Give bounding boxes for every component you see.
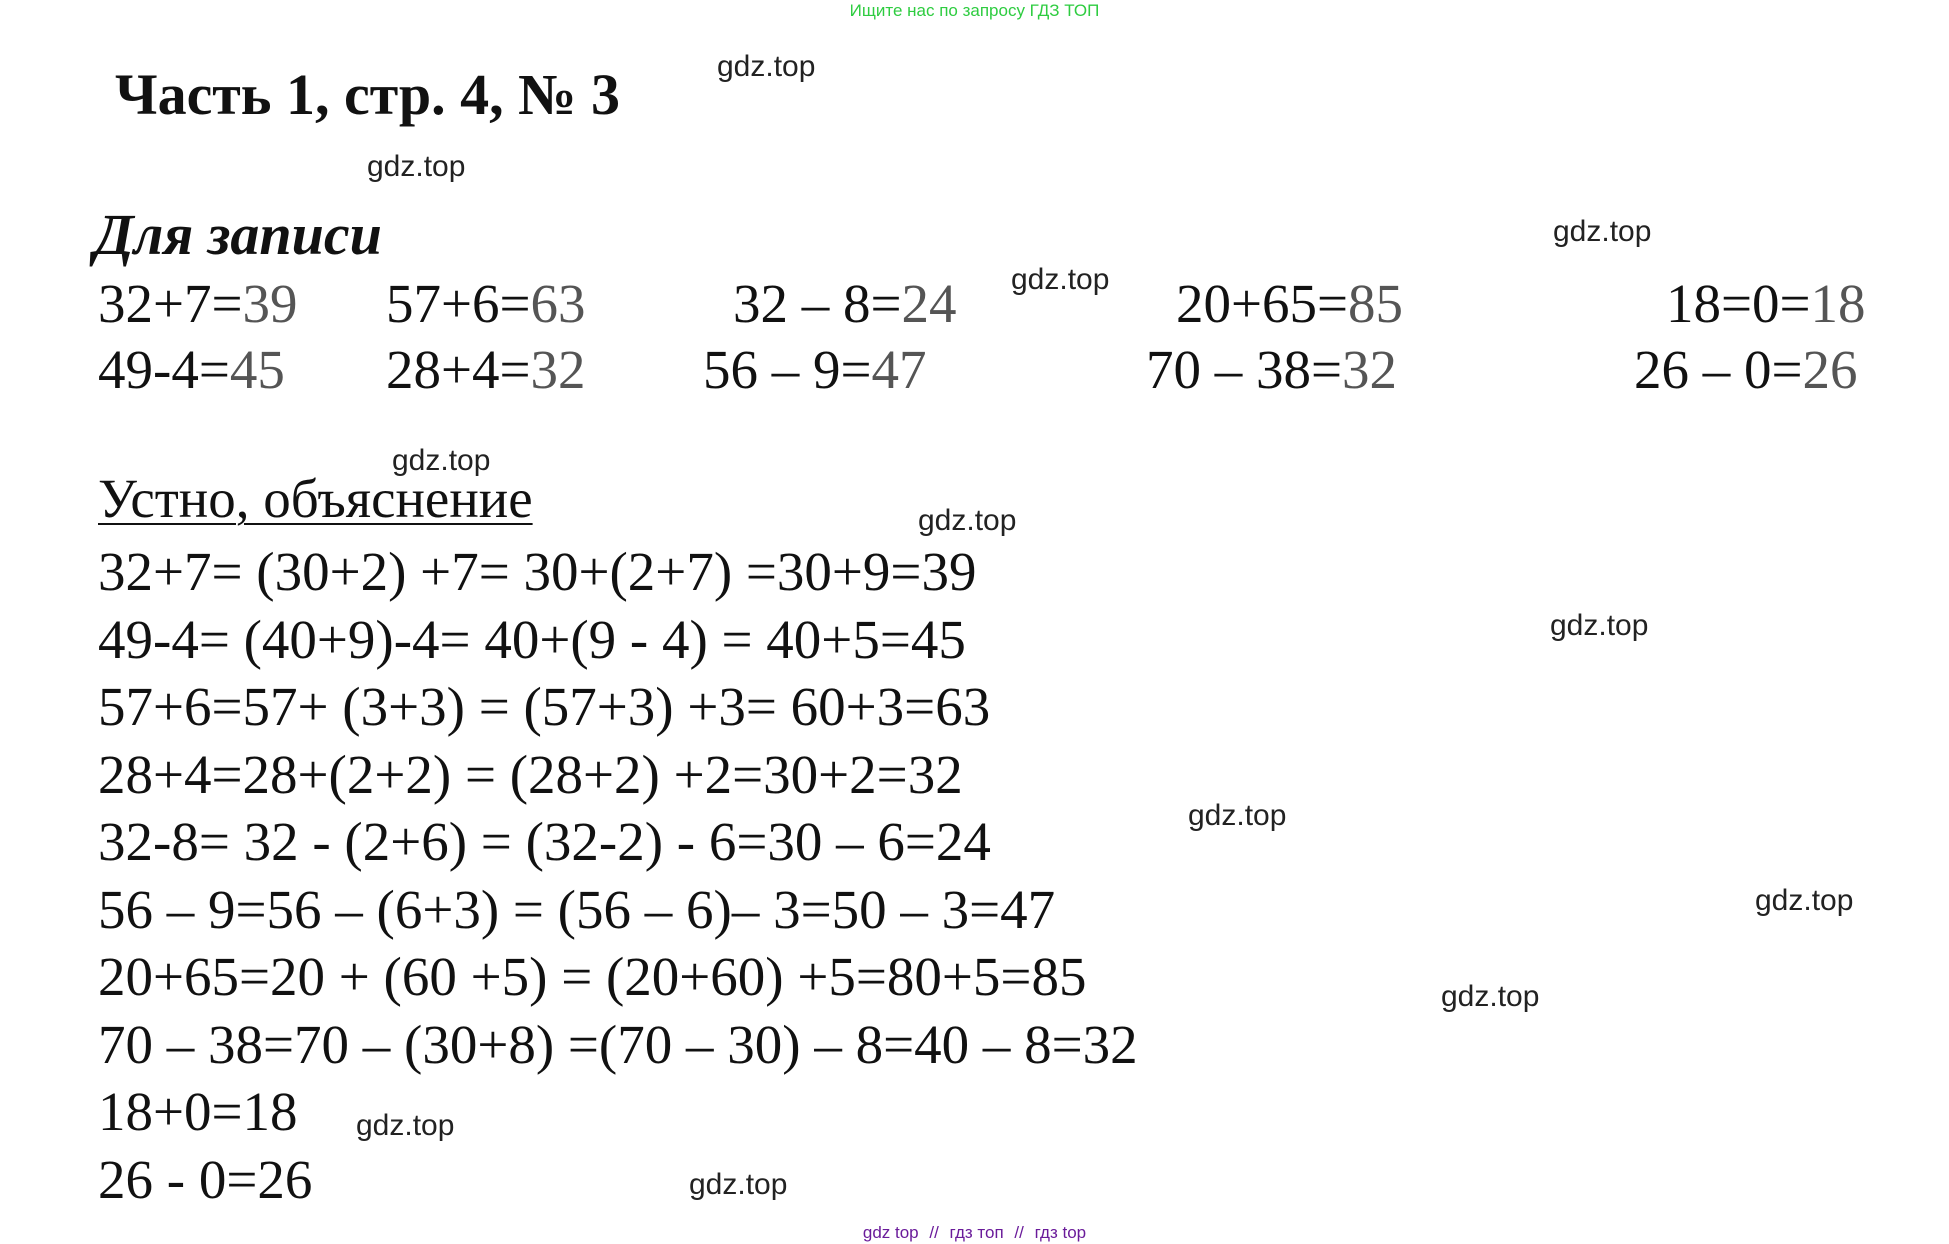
equation-answer: 18: [1810, 273, 1866, 334]
explanation-line: 70 – 38=70 – (30+8) =(70 – 30) – 8=40 – 8=32: [98, 1013, 1138, 1075]
explanation-line: 32-8= 32 - (2+6) = (32-2) - 6=30 – 6=24: [98, 811, 991, 872]
equation-answer: 45: [229, 339, 285, 400]
equation-expression: 32+7=: [98, 273, 243, 334]
footer-link[interactable]: гдз топ: [949, 1223, 1004, 1242]
equation: [1146, 338, 1397, 402]
equation: [1634, 338, 1858, 402]
equation-expression: 57+6=: [386, 273, 531, 334]
watermark: gdz.top: [1755, 884, 1854, 917]
watermark: gdz.top: [689, 1168, 788, 1201]
explanation-line: 57+6=57+ (3+3) = (57+3) +3= 60+3=63: [98, 676, 991, 737]
page-title: Часть 1, стр. 4, № 3: [115, 62, 620, 127]
explanation-list: [98, 538, 1138, 1213]
watermark: gdz.top: [1550, 609, 1649, 642]
equation-answer: 32: [530, 339, 586, 400]
equation-answer: 39: [242, 273, 298, 334]
explanation-line: 20+65=20 + (60 +5) = (20+60) +5=80+5=85: [98, 946, 1087, 1007]
equation-expression: 49-4=: [98, 339, 230, 400]
footer-links: [0, 1222, 1949, 1244]
watermark: gdz.top: [1553, 215, 1652, 248]
equation-expression: 70 – 38=: [1146, 339, 1343, 400]
explanation-line: 32+7= (30+2) +7= 30+(2+7) =30+9=39: [98, 541, 977, 602]
equation: [1176, 272, 1403, 336]
explanation-line: 56 – 9=56 – (6+3) = (56 – 6)– 3=50 – 3=47: [98, 878, 1056, 940]
search-hint-banner: [0, 0, 1949, 22]
equation: [386, 338, 586, 402]
watermark: gdz.top: [1441, 980, 1540, 1013]
equation-expression: 18=0=: [1666, 273, 1811, 334]
search-hint-text: Ищите нас по запросу ГДЗ ТОП: [849, 1, 1100, 20]
footer-link[interactable]: gdz top: [862, 1223, 919, 1242]
watermark: gdz.top: [1188, 799, 1287, 832]
equation-expression: 32 – 8=: [733, 273, 902, 334]
watermark: gdz.top: [356, 1109, 455, 1142]
equation: [98, 338, 285, 402]
equation-answer: 26: [1802, 339, 1858, 400]
explanation-line: 18+0=18: [98, 1081, 298, 1142]
footer-link[interactable]: гдз top: [1034, 1223, 1087, 1242]
equation-expression: 20+65=: [1176, 273, 1349, 334]
watermark: gdz.top: [918, 504, 1017, 537]
watermark: gdz.top: [392, 444, 491, 477]
explanation-line: 26 - 0=26: [98, 1148, 313, 1210]
equation: [703, 338, 927, 402]
equation-expression: 28+4=: [386, 339, 531, 400]
equation: [733, 272, 957, 336]
watermark: gdz.top: [367, 150, 466, 183]
equation: [1666, 272, 1866, 336]
equation-expression: 26 – 0=: [1634, 339, 1803, 400]
explanation-line: 28+4=28+(2+2) = (28+2) +2=30+2=32: [98, 743, 963, 805]
footer-separator: //: [929, 1223, 939, 1242]
equation-answer: 32: [1342, 339, 1398, 400]
watermark: gdz.top: [717, 50, 816, 83]
equation-answer: 63: [530, 273, 586, 334]
explanation-line: 49-4= (40+9)-4= 40+(9 - 4) = 40+5=45: [98, 608, 966, 670]
equation-expression: 56 – 9=: [703, 339, 872, 400]
equation: [98, 272, 298, 336]
section-heading-oral: Устно, объяснение: [98, 468, 533, 529]
equation-answer: 24: [901, 273, 957, 334]
footer-separator: //: [1014, 1223, 1024, 1242]
equation-answer: 85: [1348, 273, 1404, 334]
equation: [386, 272, 586, 336]
watermark: gdz.top: [1011, 263, 1110, 296]
equation-answer: 47: [871, 339, 927, 400]
section-heading-record: Для записи: [94, 202, 382, 267]
